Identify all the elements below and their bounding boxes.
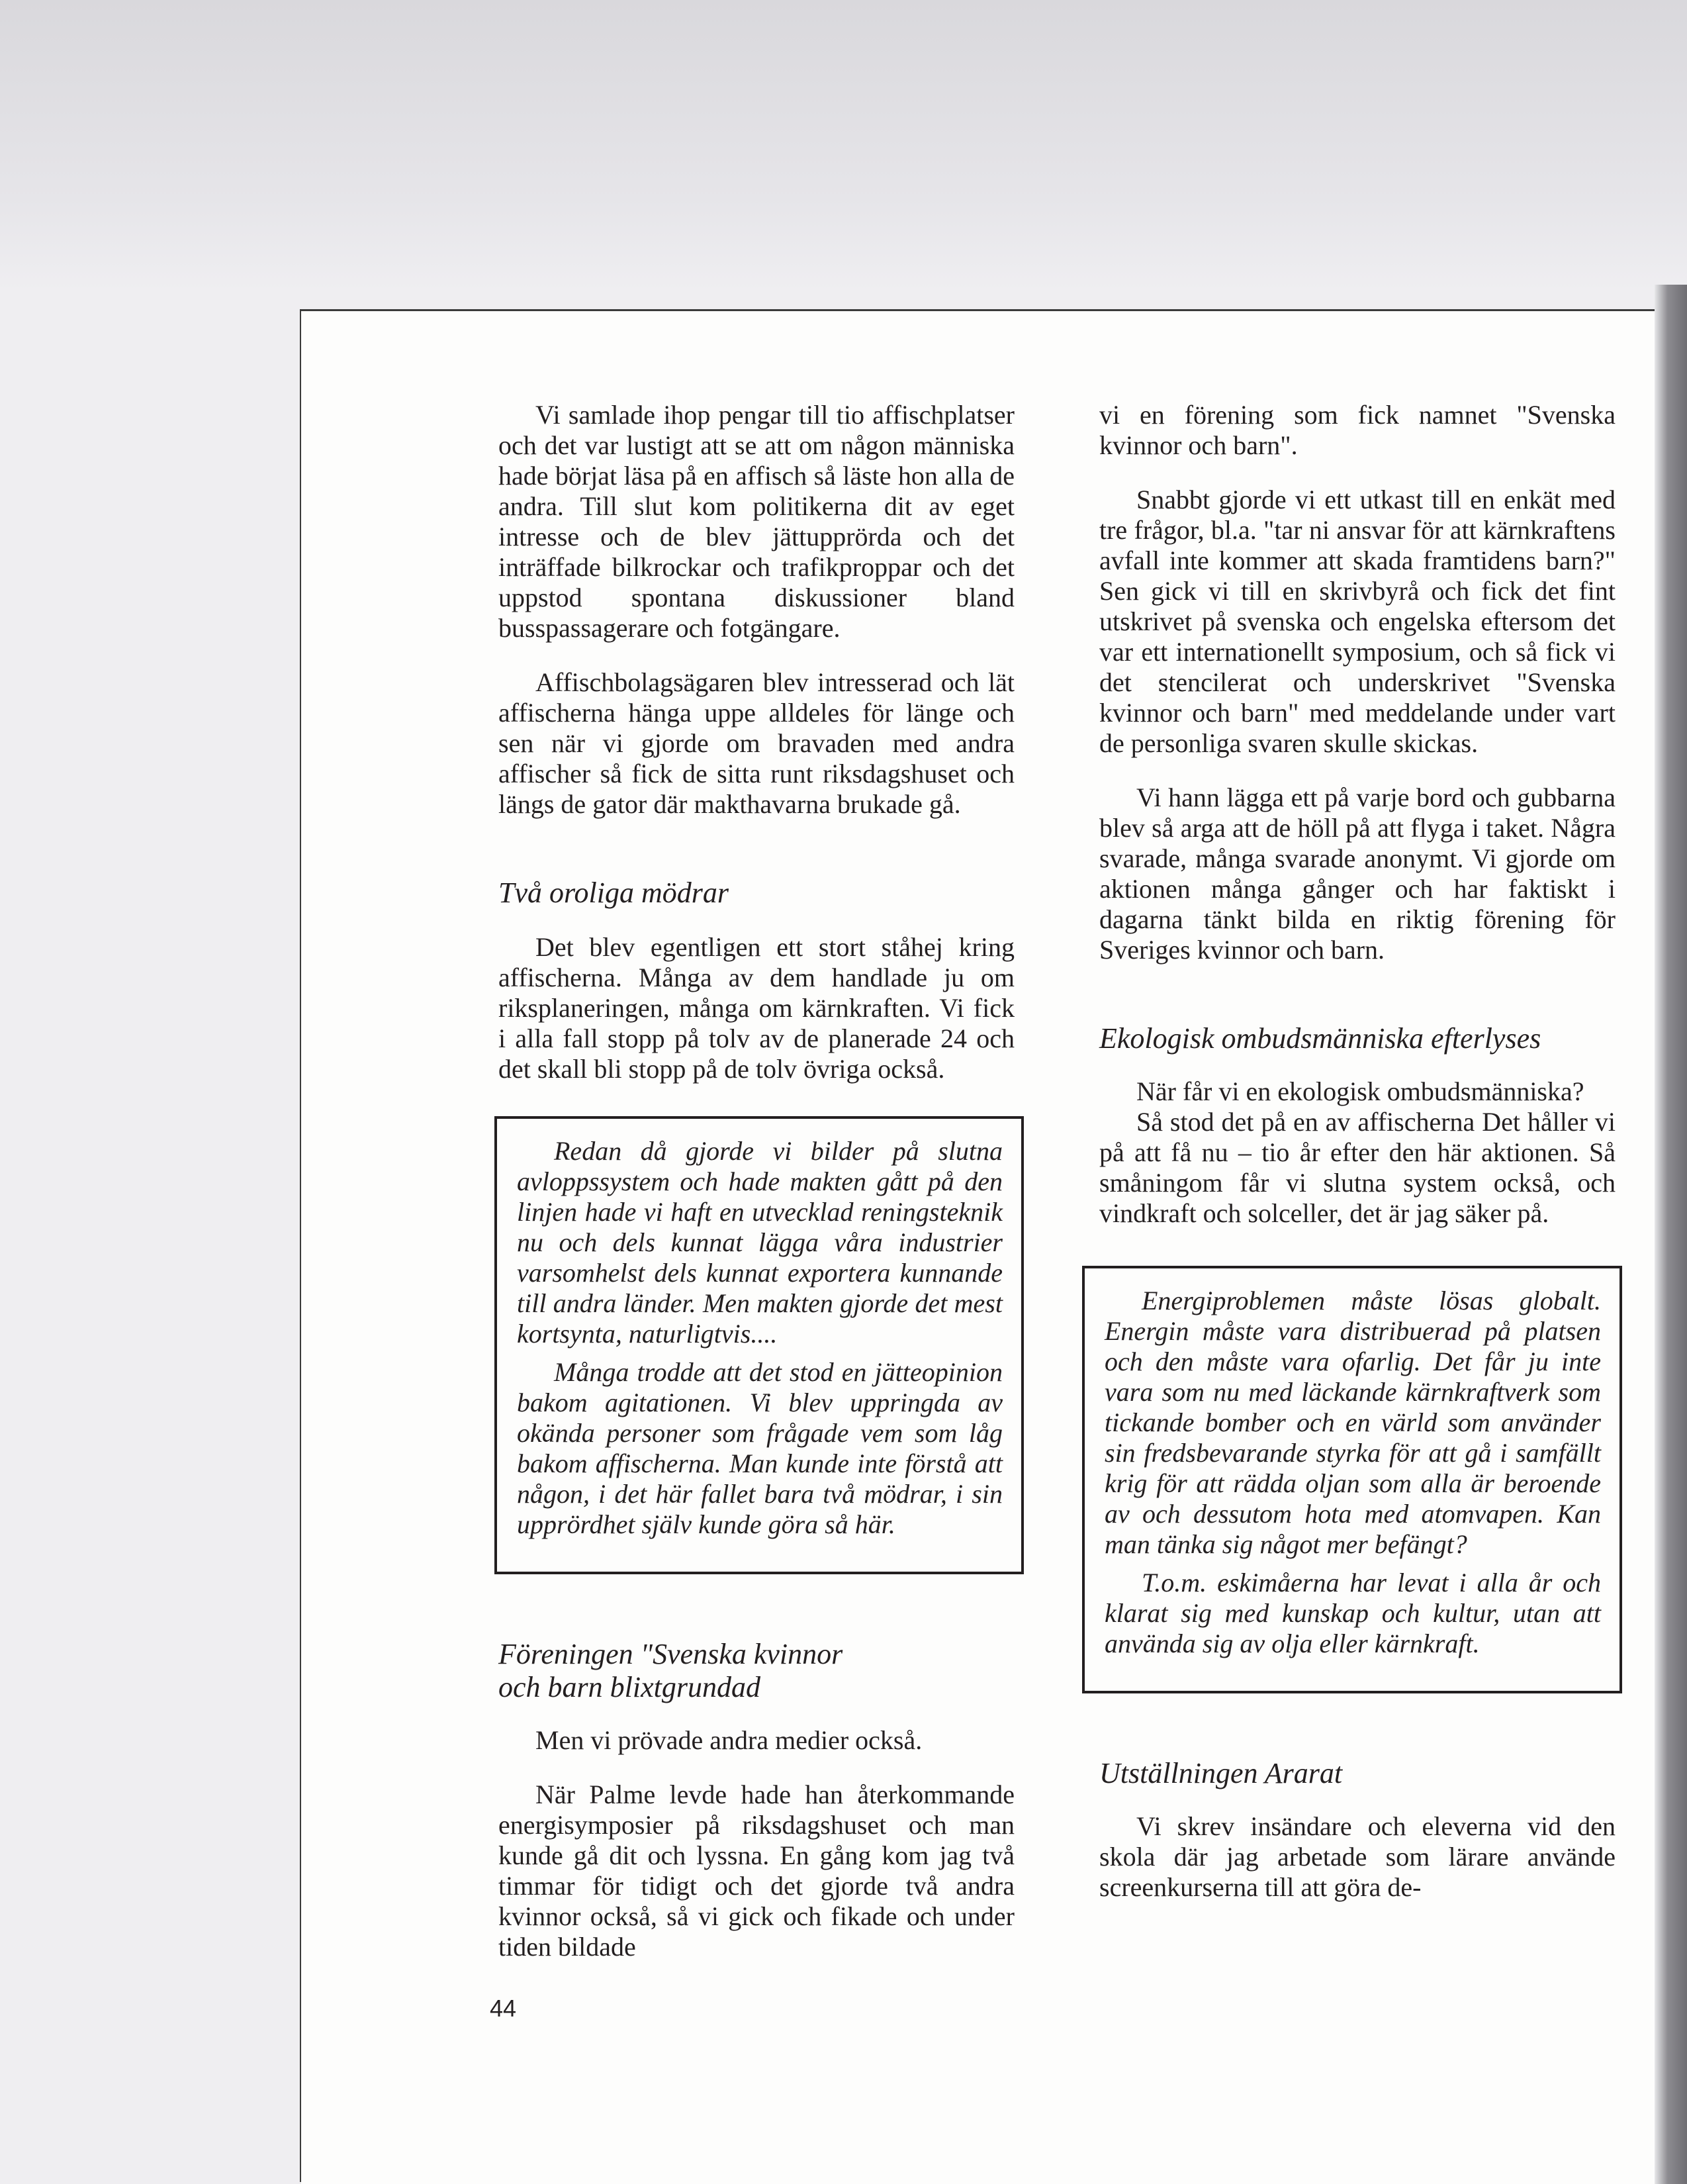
paragraph: Affischbolagsägaren blev intresserad och lät affischerna hänga uppe alldeles för länge och sen när vi gjorde om bravaden med andra affischer så fick de sitta runt riksdagshuset och längs de gator där makthavarna brukade gå. (498, 667, 1015, 819)
section-heading: Utställningen Ararat (1099, 1757, 1343, 1789)
left-column (490, 400, 1015, 2022)
quote-paragraph: Redan då gjorde vi bilder på slutna avloppssystem och hade makten gått på den linjen hade vi haft en utvecklad reningsteknik nu och dels kunnat lägga våra industrier varsomhelst dels kunnat exportera kunnande till andra länder. Men makten gjorde det mest kortsynta, naturligtvis.... (517, 1136, 1003, 1349)
quote-paragraph: T.o.m. eskimåerna har levat i alla år och klarat sig med kunskap och kultur, utan att använda sig av olja eller kärnkraft. (1105, 1568, 1601, 1658)
paragraph: Vi skrev insändare och eleverna vid den skola där jag arbetade som lärare använde screenkurserna till att göra de- (1099, 1811, 1616, 1902)
paragraph: Men vi prövade andra medier också. (535, 1725, 923, 1755)
paragraph: Vi hann lägga ett på varje bord och gubbarna blev så arga att de höll på att flyga i taket. Några svarade, många svarade anonymt. Vi gjorde om aktionen många gånger och har faktiskt i dagarna tänkt bilda en riktig förening för Sveriges kvinnor och barn. (1099, 783, 1616, 965)
section-heading (498, 1638, 1015, 1704)
paragraph: När Palme levde hade han återkommande energisymposier på riksdagshuset och man kunde gå dit och lyssna. En gång kom jag två timmar för tidigt och det gjorde två andra kvinnor också, så vi gick och fikade och under tiden bildade (498, 1780, 1015, 1962)
paragraph: vi en förening som fick namnet "Svenska kvinnor och barn". (1099, 400, 1616, 460)
paragraph: Så stod det på en av affischerna Det håller vi på att få nu – tio år efter den här aktionen. Så småningom får vi slutna system också, och vindkraft och solceller, det är jag säker på. (1099, 1107, 1616, 1228)
heading-line: och barn blixtgrundad (498, 1671, 760, 1703)
page-number: 44 (490, 1995, 517, 2022)
quote-box (1082, 1266, 1622, 1693)
quote-box (494, 1116, 1024, 1574)
page-edge-shadow (1655, 285, 1687, 2184)
paragraph: Det blev egentligen ett stort ståhej kring affischerna. Många av dem handlade ju om riksplaneringen, många om kärnkraften. Vi fick i alla fall stopp på tolv av de planerade 24 och det skall bli stopp på de tolv övriga också. (498, 932, 1015, 1084)
section-heading: Två oroliga mödrar (498, 877, 729, 909)
quote-paragraph: Energiproblemen måste lösas globalt. Energin måste vara distribuerad på platsen och den måste vara ofarlig. Det får ju inte vara som nu med läckande kärnkraftverk som tickande bomber och en värld som använder sin fredsbevarande styrka för att gå i samfällt krig för att rädda oljan som alla är beroende av och dessutom hota med atomvapen. Kan man tänka sig något mer befängt? (1105, 1286, 1601, 1559)
paragraph: Vi samlade ihop pengar till tio affischplatser och det var lustigt att se att om någon människa hade börjat läsa på en affisch så läste hon alla de andra. Till slut kom politikerna dit av eget intresse och de blev jättupprörda och det inträffade bilkrockar och trafikproppar och det uppstod spontana diskussioner bland busspassagerare och fotgängare. (498, 400, 1015, 643)
right-column (1099, 400, 1616, 1926)
section-heading: Ekologisk ombudsmänniska efterlyses (1099, 1022, 1541, 1055)
quote-paragraph: Många trodde att det stod en jätteopinion bakom agitationen. Vi blev uppringda av okända personer som frågade vem som låg bakom affischerna. Man kunde inte förstå att någon, i det här fallet bara två mödrar, i sin upprördhet själv kunde göra så här. (517, 1357, 1003, 1539)
paragraph: När får vi en ekologisk ombudsmänniska? (1136, 1076, 1584, 1106)
paragraph: Snabbt gjorde vi ett utkast till en enkät med tre frågor, bl.a. "tar ni ansvar för att kärnkraftens avfall inte kommer att skada framtidens barn?" Sen gick vi till en skrivbyrå och fick det fint utskrivet på svenska och engelska eftersom det var ett internationellt symposium, och så fick vi det stencilerat och underskrivet "Svenska kvinnor och barn" med meddelande under vart de personliga svaren skulle skickas. (1099, 485, 1616, 758)
heading-line: Föreningen "Svenska kvinnor (498, 1638, 843, 1670)
